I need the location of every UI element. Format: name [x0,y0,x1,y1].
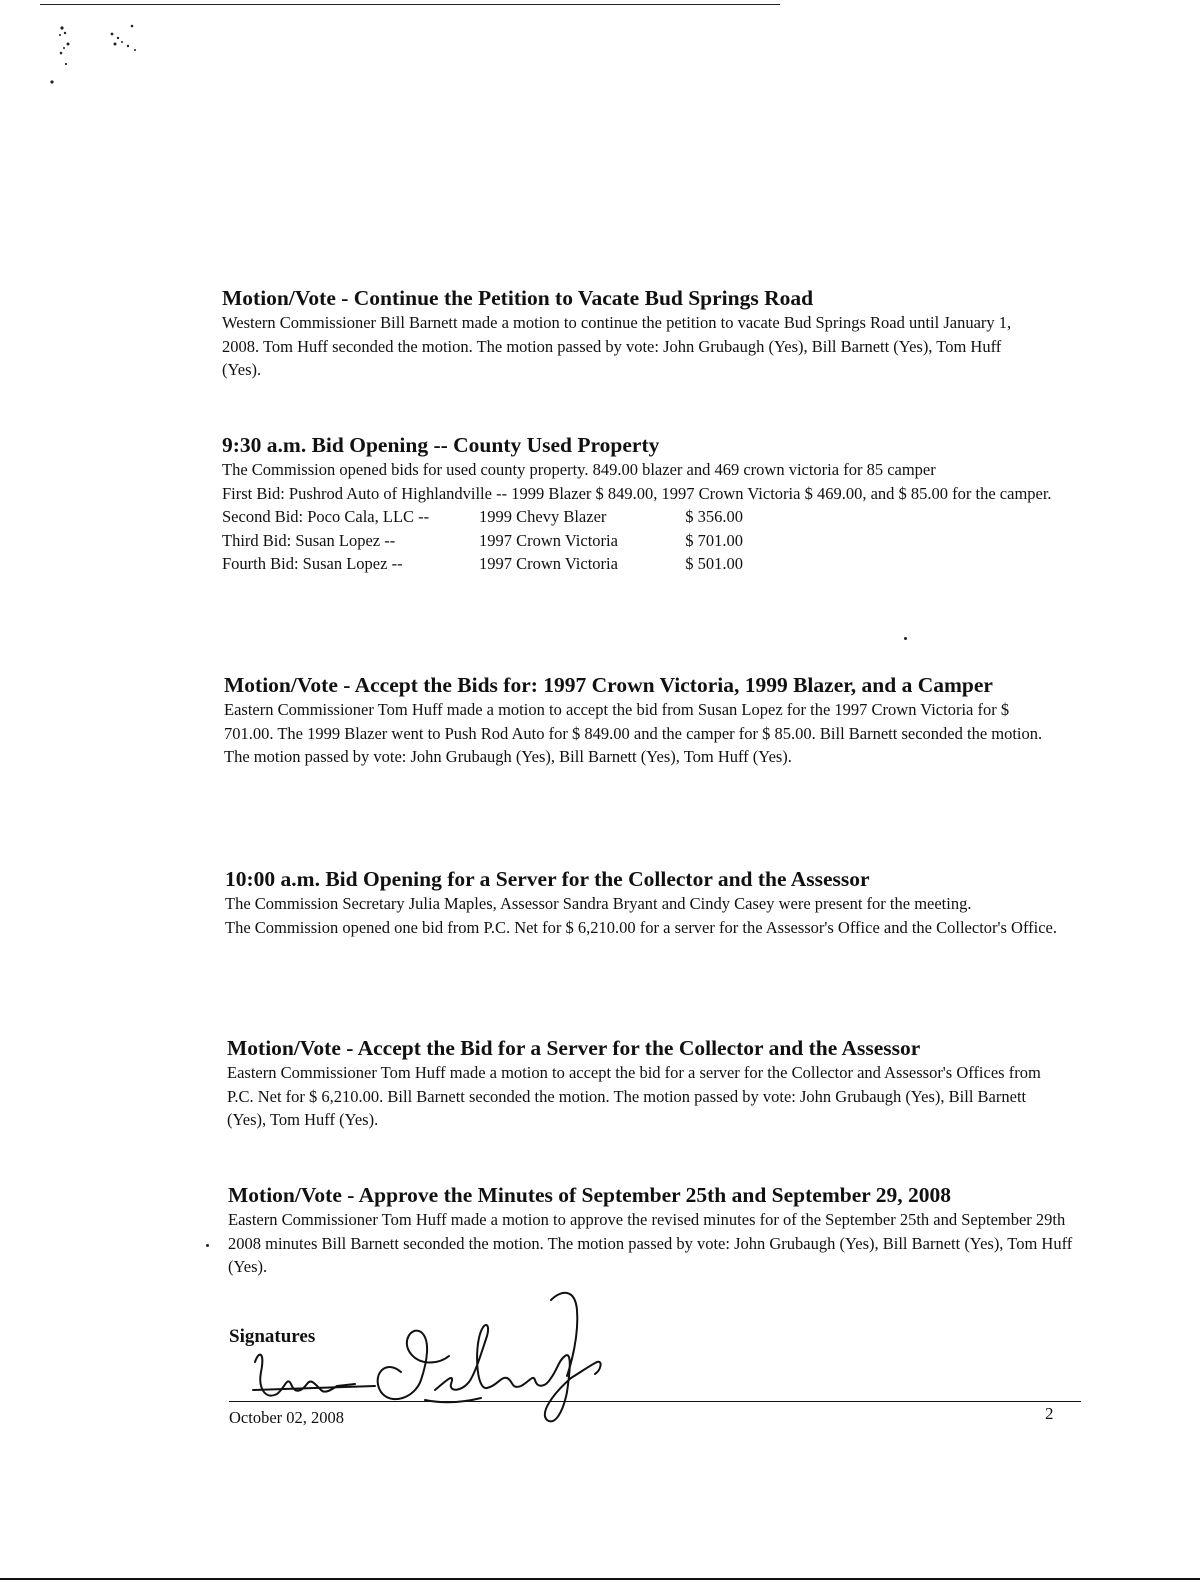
section-heading: Motion/Vote - Approve the Minutes of September 25th and September 29, 2008 [228,1183,952,1207]
section-body: The Commission opened bids for used county property. 849.00 blazer and 469 crown victoria for 85 camper [222,460,936,479]
scan-dot [206,1244,209,1247]
section-accept-bids [224,672,1084,769]
bid-item: 1997 Crown Victoria [479,554,618,573]
signature-date: October 02, 2008 [229,1408,345,1427]
section-bid-opening-server [225,866,1085,939]
scan-edge-top [40,4,780,5]
section-body: The Commission Secretary Julia Maples, Assessor Sandra Bryant and Cindy Casey were present for the meeting. [225,894,972,913]
bid-bidder: Second Bid: Poco Cala, LLC -- [222,507,430,526]
section-bud-springs [222,285,1082,382]
section-body: Eastern Commissioner Tom Huff made a motion to accept the bid for a server for the Collector and Assessor's Offices from P.C. Net for $ 6,210.00. Bill Barnett seconded the motion. The motion passed by vote: John Grubaugh (Yes), Bill Barnett (Yes), Tom Huff (Yes). [227,1063,1041,1129]
section-heading: 10:00 a.m. Bid Opening for a Server for the Collector and the Assessor [225,867,870,891]
section-heading: 9:30 a.m. Bid Opening -- County Used Property [222,433,660,457]
section-body: Eastern Commissioner Tom Huff made a motion to approve the revised minutes for of the September 25th and September 29th 2008 minutes Bill Barnett seconded the motion. The motion passed by vote: John Grubaugh (Yes), Bill Barnett (Yes), Tom Huff (Yes). [228,1210,1073,1276]
section-body: Western Commissioner Bill Barnett made a motion to continue the petition to vacate Bud Springs Road until January 1, 2008. Tom Huff seconded the motion. The motion passed by vote: John Grubaugh (Yes), Bill Barnett (Yes), Tom Huff (Yes). [222,313,1012,379]
bid-amount: $ 701.00 [685,530,743,550]
bid-bidder: Fourth Bid: Susan Lopez -- [222,554,403,573]
section-heading: Motion/Vote - Accept the Bid for a Server for the Collector and the Assessor [227,1036,921,1060]
signatures-label: Signatures [229,1326,316,1347]
bid-item: 1999 Chevy Blazer [479,507,607,526]
bid-amount: $ 356.00 [685,507,743,526]
first-bid: First Bid: Pushrod Auto of Highlandville -- 1999 Blazer $ 849.00, 1997 Crown Victoria $ 469.00, and $ 85.00 for the camper. [222,483,1052,503]
scan-speckles [40,20,150,100]
section-body: The Commission opened one bid from P.C. Net for $ 6,210.00 for a server for the Assessor's Office and the Collector's Office. [225,917,1058,937]
scan-edge-bottom [0,1578,1200,1580]
section-heading: Motion/Vote - Continue the Petition to Vacate Bud Springs Road [222,286,814,310]
section-heading: Motion/Vote - Accept the Bids for: 1997 Crown Victoria, 1999 Blazer, and a Camper [224,673,993,697]
handwritten-signature [225,1280,615,1440]
bid-list [222,505,1082,576]
section-body: Eastern Commissioner Tom Huff made a motion to accept the bid from Susan Lopez for the 1997 Crown Victoria for $ 701.00. The 1999 Blazer went to Push Rod Auto for $ 849.00 and the camper for $ 85.00. Bill Barnett seconded the motion. The motion passed by vote: John Grubaugh (Yes), Bill Barnett (Yes), Tom Huff (Yes). [224,700,1043,766]
scan-dot [904,637,907,640]
page-number: 2 [1045,1404,1054,1423]
bid-item: 1997 Crown Victoria [479,530,618,550]
section-accept-server-bid [227,1035,1087,1132]
section-approve-minutes [228,1182,1088,1279]
bid-bidder: Third Bid: Susan Lopez -- [222,530,396,550]
section-bid-opening-property [222,432,1082,576]
bid-amount: $ 501.00 [685,554,743,573]
